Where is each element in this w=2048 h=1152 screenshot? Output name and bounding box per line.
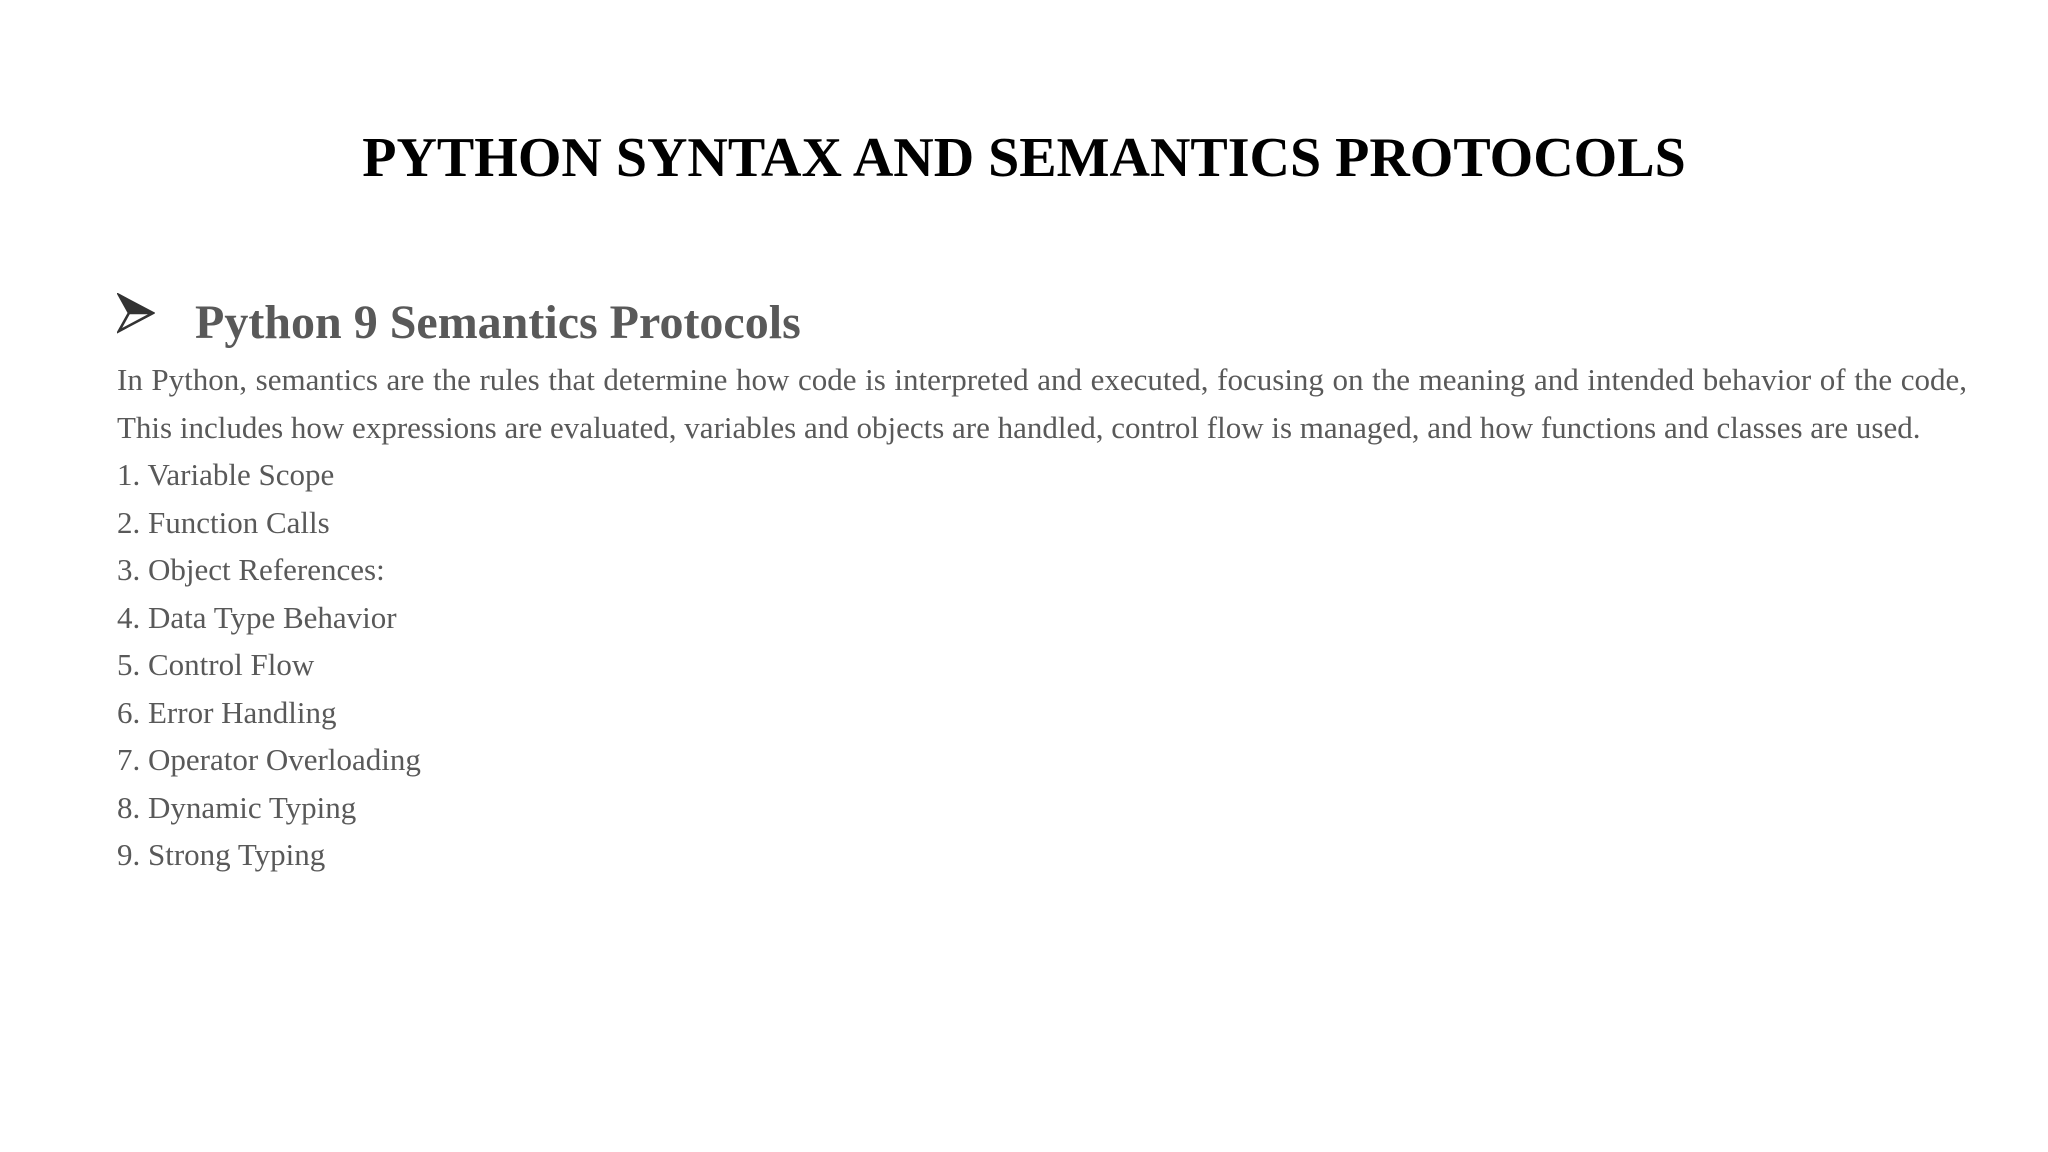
list-item: 8. Dynamic Typing [117, 789, 357, 825]
slide-title: PYTHON SYNTAX AND SEMANTICS PROTOCOLS [362, 127, 1686, 189]
content-section [117, 290, 1967, 879]
list-item: 3. Object References: [117, 552, 385, 587]
arrowhead-bullet-icon [117, 293, 155, 335]
list-item: 2. Function Calls [117, 504, 330, 540]
list-item: 1. Variable Scope [117, 457, 335, 492]
list-item: 4. Data Type Behavior [117, 599, 397, 635]
section-heading-row [117, 290, 1967, 356]
intro-paragraph: In Python, semantics are the rules that determine how code is interpreted and executed, focusing on the meaning and intended behavior of the code, This includes how expressions are evaluated, variables and objects are handled, control flow is managed, and how functions and classes are used. [117, 362, 1967, 445]
section-heading: Python 9 Semantics Protocols [195, 296, 801, 349]
list-item: 9. Strong Typing [117, 837, 326, 872]
protocol-list [117, 451, 1967, 879]
list-item: 7. Operator Overloading [117, 742, 421, 777]
list-item: 5. Control Flow [117, 647, 315, 682]
list-item: 6. Error Handling [117, 694, 337, 730]
